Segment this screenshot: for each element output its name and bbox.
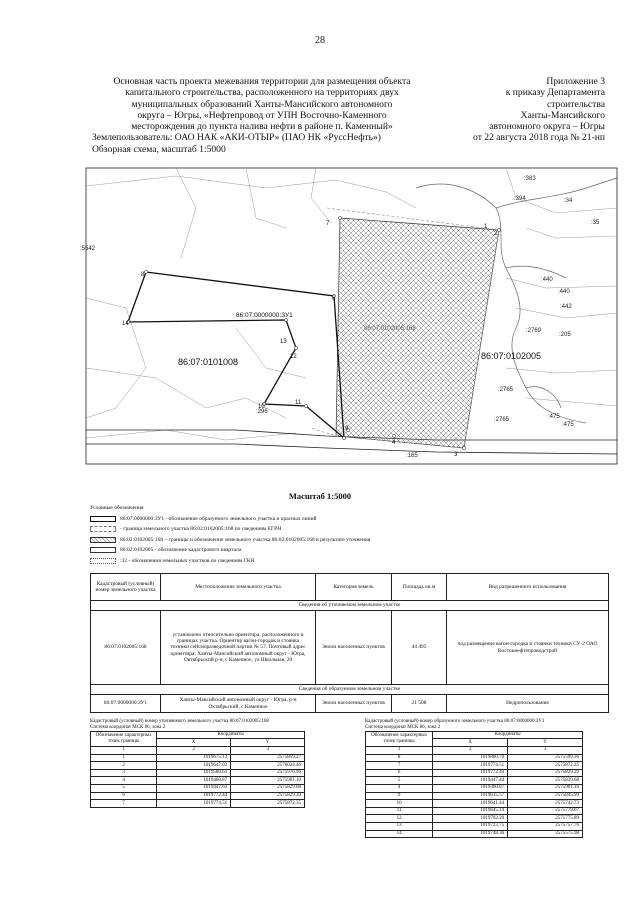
parcel-label: :475 bbox=[562, 422, 574, 428]
coord-header-cell: Обозначение характерных точек границы bbox=[91, 731, 157, 746]
coord-header-row bbox=[91, 731, 305, 739]
table-row bbox=[366, 830, 583, 838]
quarter-label: 86:07:0102005 bbox=[481, 351, 542, 361]
x-cell: 1019447.44 bbox=[433, 777, 508, 785]
point-label: 8 bbox=[141, 272, 145, 278]
point-cell: 9 bbox=[366, 792, 433, 800]
y-cell: 2575901.10 bbox=[231, 777, 305, 785]
point-cell: 6 bbox=[91, 792, 157, 800]
point-cell: 11 bbox=[366, 807, 433, 815]
point-cell: 6 bbox=[366, 769, 433, 777]
legend-text: 86:07:0000000:ЗУ1 - обозначение образуемого земельного участка и красных линий bbox=[120, 515, 317, 522]
parcel-label: :2765 bbox=[498, 387, 514, 393]
legend-text: :32 - обозначения земельных участков по сведениям ГКН bbox=[120, 558, 255, 564]
cadastral-number: 86:07:0102005:168 bbox=[91, 611, 161, 685]
section-row bbox=[91, 685, 609, 695]
point-cell: 3 bbox=[91, 769, 157, 777]
x-cell: 1019772.44 bbox=[157, 792, 231, 800]
coord-caption: Кадастровый (условный) номер образуемого земельного участка 86:07:0000000:ЗУ1 bbox=[365, 719, 545, 724]
x-cell: 1019615.57 bbox=[433, 792, 508, 800]
point-label: 4 bbox=[392, 440, 396, 446]
quarter-label: 86:07:0101008 bbox=[178, 357, 239, 367]
point-label: 7 bbox=[326, 221, 330, 227]
point-marker bbox=[392, 434, 395, 437]
point-marker bbox=[294, 346, 297, 349]
y-cell: 2575872.35 bbox=[508, 762, 583, 770]
table-row bbox=[366, 807, 583, 815]
area-cell: 44 495 bbox=[392, 611, 447, 685]
appendix-line: от 22 августа 2018 года № 21-нп bbox=[473, 132, 605, 144]
point-marker bbox=[497, 228, 500, 231]
parcel-label: :475 bbox=[548, 414, 560, 420]
point-cell: 10 bbox=[366, 800, 433, 808]
x-cell: 1019460.87 bbox=[433, 784, 508, 792]
coord-table-1 bbox=[90, 719, 305, 808]
point-cell: 1 bbox=[91, 754, 157, 762]
coord-index-row bbox=[91, 747, 305, 755]
point-label: 2 bbox=[494, 231, 498, 237]
coord-header-cell: Координаты bbox=[157, 731, 305, 739]
appendix-line: Приложение 3 bbox=[546, 76, 605, 87]
parcel-label: :442 bbox=[560, 304, 572, 310]
header-cell: Площадь кв.м bbox=[392, 574, 447, 601]
coord-index-cell: 3 bbox=[231, 747, 305, 755]
header-cell: Категория земель bbox=[316, 574, 392, 601]
table-row bbox=[366, 815, 583, 823]
table-row bbox=[91, 762, 305, 770]
header-cell: Вид разрешенного использования bbox=[447, 574, 609, 601]
table-row bbox=[366, 769, 583, 777]
coord-index-cell: 3 bbox=[508, 747, 583, 755]
point-label: 6 bbox=[332, 296, 336, 302]
coord-header-cell: X bbox=[157, 739, 231, 747]
point-cell: 8 bbox=[366, 754, 433, 762]
parcel-label: :165 bbox=[406, 453, 418, 459]
point-cell: 13 bbox=[366, 822, 433, 830]
parcel-label: :2765 bbox=[494, 417, 510, 423]
header-line: муниципальных образований Ханты-Мансийского автономного bbox=[131, 98, 393, 110]
coord-table-2 bbox=[365, 719, 583, 838]
table-row bbox=[91, 777, 305, 785]
parcel-label: :35 bbox=[591, 220, 600, 226]
overview-line: Обзорная схема, масштаб 1:5000 bbox=[92, 143, 226, 155]
point-cell: 5 bbox=[91, 784, 157, 792]
header-line: Основная часть проекта межевания территории для размещения объекта bbox=[113, 76, 411, 87]
legend-swatch bbox=[90, 558, 116, 564]
point-cell: 4 bbox=[91, 777, 157, 785]
point-marker bbox=[338, 216, 341, 219]
parcel-label: :383 bbox=[524, 176, 536, 182]
parcel-label: :2769 bbox=[526, 328, 542, 334]
location-cell: Ханты-Мансийский автономный округ - Югра, р-н Октябрьский, с.Каменное bbox=[161, 695, 316, 713]
table-row bbox=[366, 762, 583, 770]
legend bbox=[90, 503, 610, 569]
point-cell: 7 bbox=[366, 762, 433, 770]
coord-index-cell: 1 bbox=[366, 747, 433, 755]
parcel-label: :440 bbox=[558, 289, 570, 295]
y-cell: 2575829.20 bbox=[508, 769, 583, 777]
category-cell: Земли населенных пунктов bbox=[316, 695, 392, 713]
y-cell: 2575742.73 bbox=[508, 800, 583, 808]
appendix-line: Ханты-Мансийского bbox=[520, 109, 605, 121]
appendix-line: к приказу Департамента bbox=[505, 87, 605, 99]
coord-index-cell: 2 bbox=[157, 747, 231, 755]
coord-index-row bbox=[366, 747, 583, 755]
legend-swatch bbox=[90, 526, 116, 532]
point-marker bbox=[304, 404, 307, 407]
y-cell: 2575599.36 bbox=[508, 754, 583, 762]
y-cell: 2575829.68 bbox=[231, 784, 305, 792]
point-marker bbox=[462, 446, 465, 449]
coord-index-cell: 1 bbox=[91, 747, 157, 755]
parcel-label: :5542 bbox=[80, 246, 96, 252]
header-cell: Кадастровый (условный) номер земельного участка bbox=[91, 574, 161, 601]
table-row bbox=[91, 754, 305, 762]
point-cell: 2 bbox=[91, 762, 157, 770]
y-cell: 2575839.68 bbox=[508, 777, 583, 785]
header-line: капитального строительства, расположенного на территориях двух bbox=[125, 87, 399, 99]
use-cell: под размещение вагон-городка и стоянки техники СУ-2 ОАО Востокнефтепроводстрой bbox=[447, 611, 609, 685]
use-cell: Недропользование bbox=[447, 695, 609, 713]
point-cell: 7 bbox=[91, 800, 157, 808]
y-cell: 2575845.99 bbox=[508, 792, 583, 800]
appendix-block bbox=[440, 76, 605, 144]
legend-swatch bbox=[90, 516, 116, 522]
coord-header-row bbox=[366, 731, 583, 739]
hatched-parcel-label: 86:07:0102005:168 bbox=[364, 326, 416, 332]
point-label: 9 bbox=[345, 426, 349, 432]
point-label: 11 bbox=[295, 400, 302, 406]
point-label: 1 bbox=[484, 224, 488, 230]
x-cell: 1019647.03 bbox=[157, 762, 231, 770]
y-cell: 2575901.10 bbox=[508, 784, 583, 792]
y-cell: 2575872.35 bbox=[231, 800, 305, 808]
table-header-row bbox=[91, 574, 609, 601]
point-cell: 12 bbox=[366, 815, 433, 823]
table-row bbox=[91, 611, 609, 685]
legend-text: 86:02:0102005 - обозначение кадастрового квартала bbox=[120, 547, 242, 554]
legend-swatch bbox=[90, 547, 116, 553]
y-cell: 2575779.67 bbox=[508, 807, 583, 815]
legend-swatch bbox=[90, 537, 116, 543]
coord-grid bbox=[365, 731, 583, 838]
point-marker bbox=[144, 270, 147, 273]
table-row bbox=[91, 784, 305, 792]
point-cell: 14 bbox=[366, 830, 433, 838]
point-label: 12 bbox=[290, 354, 297, 360]
table-row bbox=[91, 792, 305, 800]
parcel-label: :394 bbox=[514, 196, 526, 202]
coord-header-cell: Y bbox=[231, 739, 305, 747]
section-title: Сведения об образуемом земельном участке bbox=[91, 685, 609, 695]
coord-index-cell: 2 bbox=[433, 747, 508, 755]
x-cell: 1019702.20 bbox=[433, 815, 508, 823]
x-cell: 1019580.63 bbox=[157, 769, 231, 777]
x-cell: 1019447.63 bbox=[157, 784, 231, 792]
y-cell: 2575976.96 bbox=[231, 769, 305, 777]
parcel-label: :205 bbox=[559, 332, 571, 338]
point-label: 14 bbox=[122, 321, 129, 327]
table-row bbox=[91, 800, 305, 808]
y-cell: 2576024.46 bbox=[231, 762, 305, 770]
parcel-label: :34 bbox=[564, 198, 573, 204]
header-line: округа – Югры, «Нефтепровод от УПН Восточно-Каменного bbox=[137, 109, 387, 121]
table-row bbox=[366, 800, 583, 808]
section-row bbox=[91, 601, 609, 611]
x-cell: 1019460.87 bbox=[157, 777, 231, 785]
scale-label: Масштаб 1:5000 bbox=[288, 491, 352, 501]
x-cell: 1019723.75 bbox=[433, 822, 508, 830]
overview-map bbox=[80, 168, 617, 464]
parcel-label: :440 bbox=[541, 277, 553, 283]
table-row bbox=[366, 754, 583, 762]
cadastral-number: 86:07:0000000:ЗУ1 bbox=[91, 695, 161, 713]
area-cell: 21 508 bbox=[392, 695, 447, 713]
x-cell: 1019675.13 bbox=[157, 754, 231, 762]
landowner-line: Землепользователь: ОАО НАК «АКИ-ОТЫР» (ПАО НК «РуссНефть») bbox=[92, 132, 381, 144]
location-cell: установлено относительно ориентира, расположенного в границах участка. Ориентир вагон-городок и стоянка техники сейсморазведочной партии № 57. Почтовый адрес ориентира: Ханты-Мансийский автономный округ - Югра, Октябрьский р-н, с Каменное, ул Школьная, 20 bbox=[161, 611, 316, 685]
parcel-info-table bbox=[90, 573, 609, 713]
y-cell: 2575575.98 bbox=[508, 830, 583, 838]
header-line: месторождения до пункта налива нефти в районе п. Каменный» bbox=[131, 121, 393, 133]
point-cell: 4 bbox=[366, 784, 433, 792]
coord-header-cell: Обозначение характерных точек границы bbox=[366, 731, 433, 746]
coord-caption: Система координат МСК 86, зона 2 bbox=[90, 724, 166, 730]
point-label: 3 bbox=[454, 452, 458, 458]
x-cell: 1019772.44 bbox=[433, 769, 508, 777]
y-cell: 2575775.89 bbox=[508, 815, 583, 823]
y-cell: 2575757.76 bbox=[508, 822, 583, 830]
coord-header-cell: Координаты bbox=[433, 731, 583, 739]
coord-header-cell: Y bbox=[508, 739, 583, 747]
formed-parcel-label: 86:07:0000000:ЗУ1 bbox=[236, 312, 293, 319]
coord-header-cell: X bbox=[433, 739, 508, 747]
point-label: 10 bbox=[258, 404, 265, 410]
appendix-line: строительства bbox=[546, 98, 605, 110]
parcel-label: :296 bbox=[256, 409, 268, 415]
document-header bbox=[92, 76, 432, 155]
coord-caption: Кадастровый (условный) номер уточняемого земельного участка 86:07:0102005:168 bbox=[90, 719, 269, 724]
legend-title: Условные обозначения bbox=[90, 505, 144, 511]
y-cell: 2575859.27 bbox=[231, 754, 305, 762]
legend-text: - граница земельного участка 86:02:0102005:168 по сведениям ЕГРН bbox=[120, 526, 282, 533]
x-cell: 1019645.14 bbox=[433, 807, 508, 815]
x-cell: 1019774.51 bbox=[433, 762, 508, 770]
point-marker bbox=[342, 436, 345, 439]
table-row bbox=[366, 822, 583, 830]
table-row bbox=[366, 784, 583, 792]
section-title: Сведения об уточняемом земельном участке bbox=[91, 601, 609, 611]
x-cell: 1019748.36 bbox=[433, 830, 508, 838]
table-row bbox=[366, 792, 583, 800]
point-label: 13 bbox=[280, 339, 287, 345]
table-row bbox=[91, 769, 305, 777]
coord-caption: Система координат МСК 86, зона 2 bbox=[365, 724, 441, 730]
y-cell: 2575829.20 bbox=[231, 792, 305, 800]
header-cell: Местоположение земельного участка bbox=[161, 574, 316, 601]
legend-text: 86:02:0102005:168 – границы и обозначение земельного участка 86:02:0102005:168 в результате уточнения bbox=[120, 536, 371, 543]
category-cell: Земли населенных пунктов bbox=[316, 611, 392, 685]
x-cell: 1019800.70 bbox=[433, 754, 508, 762]
page-number: 28 bbox=[315, 35, 325, 46]
table-row bbox=[366, 777, 583, 785]
x-cell: 1019641.44 bbox=[433, 800, 508, 808]
coord-grid bbox=[90, 731, 305, 808]
table-row bbox=[91, 695, 609, 713]
point-cell: 5 bbox=[366, 777, 433, 785]
appendix-line: автономного округа – Югры bbox=[489, 121, 605, 133]
x-cell: 1019774.51 bbox=[157, 800, 231, 808]
